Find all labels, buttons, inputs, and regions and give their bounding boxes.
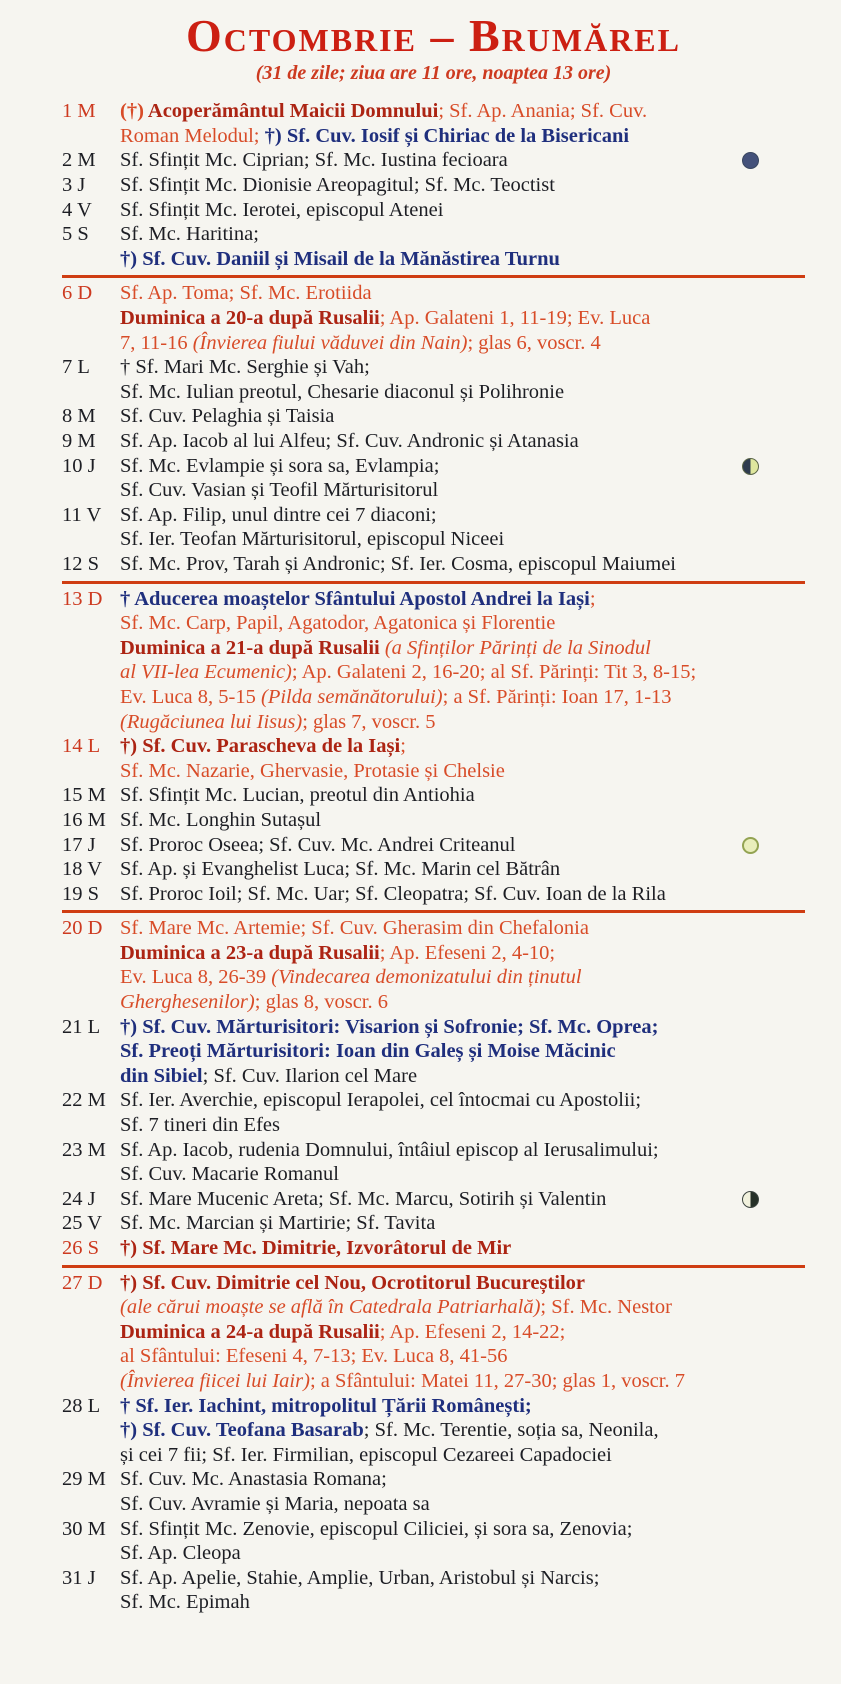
text-run: Sf. Cuv. Macarie Romanul — [120, 1163, 340, 1186]
day-label: 19 S — [62, 882, 100, 905]
day-line — [120, 1064, 805, 1089]
day-label: 20 D — [62, 917, 103, 940]
day-line — [120, 1271, 805, 1296]
day-row — [62, 1271, 805, 1394]
day-entry-text — [120, 148, 805, 173]
text-run: Sf. Cuv. Avramie și Maria, nepoata sa — [120, 1492, 430, 1515]
text-run: Duminica a 20-a după Rusalii — [120, 307, 380, 330]
day-line — [120, 1113, 805, 1138]
text-run: ; Sf. Cuv. Ilarion cel Mare — [202, 1064, 418, 1087]
day-label: 6 D — [62, 282, 93, 305]
day-line — [120, 503, 805, 528]
day-row — [62, 734, 805, 783]
day-entry-text — [120, 783, 805, 808]
day-label: 25 V — [62, 1212, 103, 1235]
day-label: 4 V — [62, 198, 92, 221]
day-entry-text — [120, 833, 805, 858]
last-quarter-moon-icon — [742, 1191, 759, 1208]
day-line — [120, 1492, 805, 1517]
day-row — [62, 916, 805, 1014]
day-row — [62, 173, 805, 198]
text-run: Duminica a 23-a după Rusalii — [120, 941, 380, 964]
day-line — [120, 281, 805, 306]
day-row — [62, 1566, 805, 1615]
day-line — [120, 527, 805, 552]
day-entry-text — [120, 808, 805, 833]
day-label: 31 J — [62, 1566, 96, 1589]
day-line — [120, 404, 805, 429]
day-line — [120, 552, 805, 577]
text-run: (Învierea fiicei lui Iair) — [120, 1369, 310, 1392]
day-label: 17 J — [62, 833, 96, 856]
day-line — [120, 1211, 805, 1236]
day-label: 30 M — [62, 1517, 106, 1540]
day-entry-text — [120, 1566, 805, 1615]
day-label: 24 J — [62, 1187, 96, 1210]
text-run: Sf. Proroc Ioil; Sf. Mc. Uar; Sf. Cleopatra; Sf. Cuv. Ioan de la Rila — [120, 882, 666, 905]
day-entry-text — [120, 734, 805, 783]
text-run: † Aducerea moaștelor Sfântului Apostol Andrei la Iași — [120, 587, 590, 610]
text-run: (Învierea fiului văduvei din Nain) — [192, 331, 468, 354]
text-run: din Sibiel — [120, 1064, 203, 1087]
day-line — [120, 355, 805, 380]
day-line — [120, 833, 805, 858]
day-row — [62, 783, 805, 808]
text-run: †) Sf. Cuv. Mărturisitori: Visarion și Sofronie; Sf. Mc. Oprea; — [120, 1015, 659, 1038]
calendar-list — [62, 99, 805, 1615]
day-row — [62, 503, 805, 552]
day-row — [62, 1138, 805, 1187]
day-line — [120, 882, 805, 907]
text-run: și cei 7 fii; Sf. Ier. Firmilian, episcopul Cezareei Capadociei — [120, 1443, 612, 1466]
day-row — [62, 148, 805, 173]
text-run: (Pilda semănătorului) — [261, 685, 443, 708]
day-line — [120, 1162, 805, 1187]
text-run: Sf. Ap. Toma; Sf. Mc. Erotiida — [120, 282, 372, 305]
day-row — [62, 833, 805, 858]
day-label: 1 M — [62, 100, 96, 123]
text-run: Sf. Sfințit Mc. Lucian, preotul din Antiohia — [120, 784, 475, 807]
day-row — [62, 808, 805, 833]
day-line — [120, 222, 805, 247]
text-run: ; Ap. Efeseni 2, 14-22; — [379, 1320, 566, 1343]
text-run: ; a Sf. Părinți: Ioan 17, 1-13 — [442, 685, 672, 708]
day-label: 16 M — [62, 808, 106, 831]
day-entry-text — [120, 454, 805, 503]
text-run: Sf. Ier. Teofan Mărturisitorul, episcopul Niceei — [120, 528, 505, 551]
day-line — [120, 1015, 805, 1040]
day-entry-text — [120, 1211, 805, 1236]
day-row — [62, 1236, 805, 1261]
text-run: ; Sf. Ap. Anania; Sf. Cuv. — [438, 100, 648, 123]
text-run: Roman Melodul; — [120, 124, 265, 147]
day-line — [120, 660, 805, 685]
day-row — [62, 1517, 805, 1566]
day-entry-text — [120, 882, 805, 907]
text-run: Acoperământul Maicii Domnului — [147, 100, 439, 123]
day-label: 9 M — [62, 430, 96, 453]
day-line — [120, 247, 805, 272]
day-entry-text — [120, 1138, 805, 1187]
day-line — [120, 587, 805, 612]
text-run: Sf. Preoți Mărturisitori: Ioan din Galeș și Moise Măcinic — [120, 1040, 616, 1063]
day-line — [120, 148, 805, 173]
day-line — [120, 685, 805, 710]
day-line — [120, 1394, 805, 1419]
day-line — [120, 1566, 805, 1591]
text-run: ; Ap. Efeseni 2, 4-10; — [379, 941, 556, 964]
day-line — [120, 198, 805, 223]
day-line — [120, 1467, 805, 1492]
text-run: Sf. Ap. Iacob, rudenia Domnului, întâiul episcop al Ierusalimului; — [120, 1138, 659, 1161]
text-run: Sf. Ap. și Evanghelist Luca; Sf. Mc. Marin cel Bătrân — [120, 858, 561, 881]
day-entry-text — [120, 587, 805, 735]
day-entry-text — [120, 222, 805, 271]
day-line — [120, 1517, 805, 1542]
text-run: Sf. Sfințit Mc. Ierotei, episcopul Atenei — [120, 198, 444, 221]
text-run: † Sf. Mari Mc. Serghie și Vah; — [120, 356, 370, 379]
text-run: ; — [400, 735, 406, 758]
day-line — [120, 636, 805, 661]
text-run: (Vindecarea demonizatului din ținutul — [271, 966, 582, 989]
day-label: 22 M — [62, 1089, 106, 1112]
day-entry-text — [120, 552, 805, 577]
day-line — [120, 99, 805, 124]
day-label: 12 S — [62, 552, 100, 575]
text-run: ; a Sfântului: Matei 11, 27-30; glas 1, voscr. 7 — [309, 1369, 685, 1392]
day-line — [120, 124, 805, 149]
first-quarter-moon-icon — [742, 458, 759, 475]
text-run: ; glas 7, voscr. 5 — [302, 710, 436, 733]
day-row — [62, 882, 805, 907]
text-run: Sf. Cuv. Vasian și Teofil Mărturisitorul — [120, 479, 439, 502]
day-entry-text — [120, 1467, 805, 1516]
day-line — [120, 1344, 805, 1369]
section-rule — [62, 1265, 805, 1268]
page-title: Octombrie – Brumărel — [185, 10, 681, 61]
day-label: 13 D — [62, 587, 103, 610]
day-label: 23 M — [62, 1138, 106, 1161]
day-line — [120, 1443, 805, 1468]
day-line — [120, 1295, 805, 1320]
day-line — [120, 380, 805, 405]
text-run: Sf. Sfințit Mc. Ciprian; Sf. Mc. Iustina fecioara — [120, 149, 508, 172]
day-row — [62, 552, 805, 577]
text-run: (a Sfinților Părinți de la Sinodul — [379, 636, 651, 659]
text-run: Sf. Mare Mucenic Areta; Sf. Mc. Marcu, Sotirih și Valentin — [120, 1187, 607, 1210]
day-line — [120, 1088, 805, 1113]
text-run: Sf. Mc. Haritina; — [120, 223, 259, 246]
text-run: †) Sf. Cuv. Daniil și Misail de la Mănăstirea Turnu — [120, 247, 560, 270]
text-run: †) Sf. Cuv. Teofana Basarab — [120, 1419, 364, 1442]
text-run: Sf. Mc. Prov, Tarah și Andronic; Sf. Ier. Cosma, episcopul Maiumei — [120, 552, 676, 575]
day-row — [62, 429, 805, 454]
day-entry-text — [120, 173, 805, 198]
text-run: Ev. Luca 8, 5-15 — [120, 685, 261, 708]
text-run: al VII-lea Ecumenic) — [120, 661, 292, 684]
day-row — [62, 1187, 805, 1212]
text-run: Sf. Ap. Filip, unul dintre cei 7 diaconi; — [120, 503, 437, 526]
day-label: 18 V — [62, 858, 103, 881]
day-label: 2 M — [62, 149, 96, 172]
day-entry-text — [120, 1236, 805, 1261]
day-line — [120, 1369, 805, 1394]
text-run: Sf. Mc. Nazarie, Ghervasie, Protasie și Chelsie — [120, 759, 505, 782]
text-run: al Sfântului: Efeseni 4, 7-13; Ev. Luca 8, 41-56 — [120, 1345, 508, 1368]
day-label: 5 S — [62, 223, 89, 246]
text-run: Sf. Ier. Averchie, episcopul Ierapolei, cel întocmai cu Apostolii; — [120, 1089, 642, 1112]
day-row — [62, 857, 805, 882]
section-rule — [62, 910, 805, 913]
text-run: ; glas 6, voscr. 4 — [467, 331, 601, 354]
day-line — [120, 1320, 805, 1345]
text-run: Sf. Cuv. Pelaghia și Taisia — [120, 405, 335, 428]
day-line — [120, 990, 805, 1015]
day-line — [120, 941, 805, 966]
day-line — [120, 429, 805, 454]
day-line — [120, 1541, 805, 1566]
day-line — [120, 454, 805, 479]
day-row — [62, 587, 805, 735]
day-row — [62, 1467, 805, 1516]
day-line — [120, 1590, 805, 1615]
day-row — [62, 1088, 805, 1137]
text-run: Sf. Sfințit Mc. Dionisie Areopagitul; Sf. Mc. Teoctist — [120, 174, 555, 197]
day-row — [62, 1015, 805, 1089]
day-entry-text — [120, 404, 805, 429]
day-line — [120, 734, 805, 759]
day-line — [120, 710, 805, 735]
text-run: ; Ap. Galateni 2, 16-20; al Sf. Părinți: Tit 3, 8-15; — [291, 661, 697, 684]
day-line — [120, 1138, 805, 1163]
text-run: (Rugăciunea lui Iisus) — [120, 710, 303, 733]
day-entry-text — [120, 281, 805, 355]
day-entry-text — [120, 1015, 805, 1089]
text-run: Sf. Mc. Marcian și Martirie; Sf. Tavita — [120, 1212, 436, 1235]
text-run: ; Sf. Mc. Nestor — [540, 1296, 672, 1319]
day-line — [120, 306, 805, 331]
text-run: † Sf. Ier. Iachint, mitropolitul Țării Românești; — [120, 1394, 532, 1417]
day-line — [120, 965, 805, 990]
full-moon-icon — [742, 837, 759, 854]
day-entry-text — [120, 503, 805, 552]
day-label: 26 S — [62, 1237, 100, 1260]
text-run: Sf. Ap. Apelie, Stahie, Amplie, Urban, Aristobul și Narcis; — [120, 1566, 600, 1589]
text-run: Sf. Mc. Epimah — [120, 1591, 250, 1614]
day-label: 29 M — [62, 1468, 106, 1491]
text-run: Ev. Luca 8, 26-39 — [120, 966, 272, 989]
section-rule — [62, 581, 805, 584]
text-run: Duminica a 21-a după Rusalii — [120, 636, 380, 659]
day-entry-text — [120, 429, 805, 454]
day-line — [120, 1418, 805, 1443]
day-entry-text — [120, 198, 805, 223]
day-entry-text — [120, 1271, 805, 1394]
day-row — [62, 454, 805, 503]
day-line — [120, 1187, 805, 1212]
day-entry-text — [120, 1187, 805, 1212]
day-label: 14 L — [62, 735, 101, 758]
section-rule — [62, 275, 805, 278]
day-row — [62, 355, 805, 404]
day-entry-text — [120, 355, 805, 404]
text-run: Sf. Mc. Iulian preotul, Chesarie diaconul și Polihronie — [120, 380, 565, 403]
day-entry-text — [120, 857, 805, 882]
day-label: 8 M — [62, 405, 96, 428]
text-run: ; Sf. Mc. Terentie, soția sa, Neonila, — [363, 1419, 659, 1442]
day-entry-text — [120, 1394, 805, 1468]
day-line — [120, 759, 805, 784]
day-entry-text — [120, 916, 805, 1014]
day-line — [120, 808, 805, 833]
day-label: 7 L — [62, 356, 90, 379]
text-run: Sf. Sfințit Mc. Zenovie, episcopul Ciliciei, și sora sa, Zenovia; — [120, 1517, 633, 1540]
day-line — [120, 478, 805, 503]
day-label: 28 L — [62, 1394, 101, 1417]
day-line — [120, 783, 805, 808]
text-run: Sf. 7 tineri din Efes — [120, 1114, 280, 1137]
day-entry-text — [120, 1517, 805, 1566]
day-label: 27 D — [62, 1271, 103, 1294]
day-label: 11 V — [62, 503, 102, 526]
day-entry-text — [120, 99, 805, 148]
text-run: Sf. Ap. Cleopa — [120, 1542, 241, 1565]
text-run: Sf. Mare Mc. Artemie; Sf. Cuv. Gherasim din Chefalonia — [120, 917, 589, 940]
day-label: 21 L — [62, 1015, 101, 1038]
day-row — [62, 281, 805, 355]
day-line — [120, 1236, 805, 1261]
day-label: 15 M — [62, 784, 106, 807]
day-row — [62, 1211, 805, 1236]
text-run: Sf. Mc. Evlampie și sora sa, Evlampia; — [120, 454, 440, 477]
day-row — [62, 404, 805, 429]
page-subtitle: (31 de zile; ziua are 11 ore, noaptea 13 ore) — [255, 62, 612, 85]
day-row — [62, 1394, 805, 1468]
day-row — [62, 198, 805, 223]
text-run: ; Ap. Galateni 1, 11-19; Ev. Luca — [379, 307, 651, 330]
text-run: Duminica a 24-a după Rusalii — [120, 1320, 380, 1343]
day-line — [120, 1039, 805, 1064]
text-run: ; glas 8, voscr. 6 — [254, 991, 388, 1014]
text-run: †) Sf. Cuv. Parascheva de la Iași — [120, 735, 401, 758]
text-run: (ale cărui moaște se află în Catedrala Patriarhală) — [120, 1296, 541, 1319]
text-run: Sf. Proroc Oseea; Sf. Cuv. Mc. Andrei Criteanul — [120, 833, 516, 856]
text-run: †) Sf. Cuv. Iosif și Chiriac de la Bisericani — [264, 124, 630, 147]
day-line — [120, 857, 805, 882]
day-row — [62, 99, 805, 148]
day-label: 10 J — [62, 454, 96, 477]
text-run: †) Sf. Cuv. Dimitrie cel Nou, Ocrotitorul Bucureștilor — [120, 1271, 585, 1294]
text-run: Gherghesenilor) — [120, 991, 255, 1014]
day-line — [120, 916, 805, 941]
day-row — [62, 222, 805, 271]
day-entry-text — [120, 1088, 805, 1137]
text-run: ; — [589, 587, 596, 610]
text-run: Sf. Mc. Longhin Sutașul — [120, 808, 322, 831]
text-run: 7, 11-16 — [120, 331, 193, 354]
day-line — [120, 611, 805, 636]
day-line — [120, 331, 805, 356]
day-label: 3 J — [62, 174, 86, 197]
day-line — [120, 173, 805, 198]
text-run: Sf. Ap. Iacob al lui Alfeu; Sf. Cuv. Andronic și Atanasia — [120, 430, 579, 453]
text-run: (†) — [120, 100, 148, 123]
text-run: †) Sf. Mare Mc. Dimitrie, Izvorâtorul de Mir — [120, 1237, 512, 1260]
text-run: Sf. Cuv. Mc. Anastasia Romana; — [120, 1468, 387, 1491]
text-run: Sf. Mc. Carp, Papil, Agatodor, Agatonica și Florentie — [120, 612, 556, 635]
